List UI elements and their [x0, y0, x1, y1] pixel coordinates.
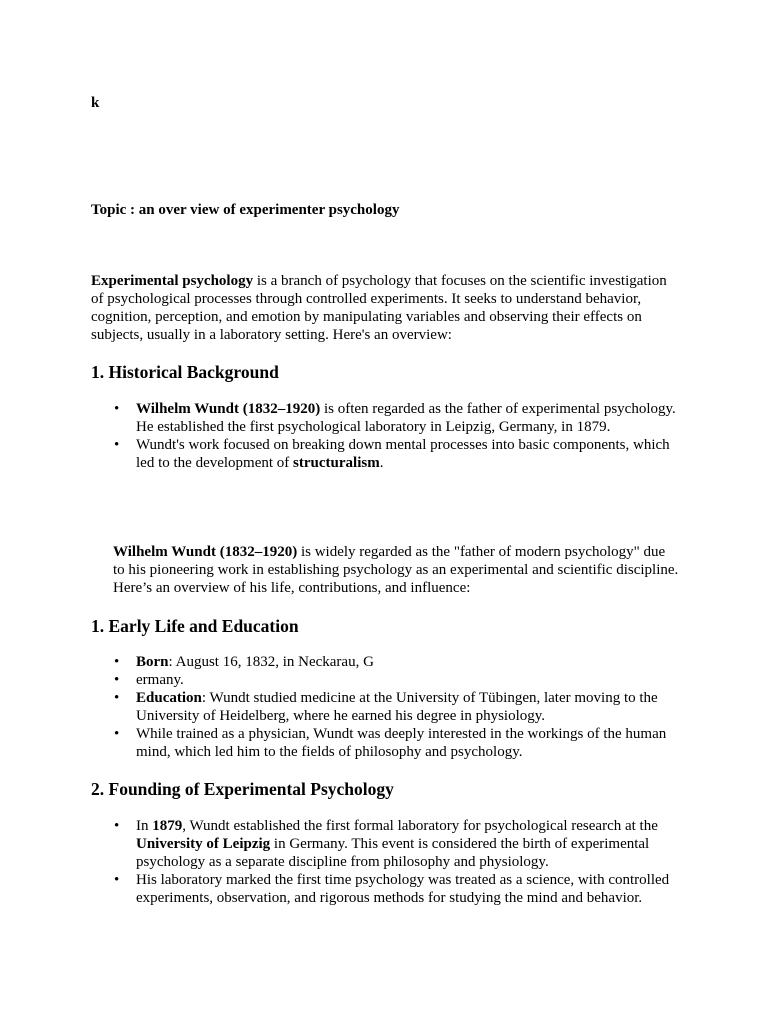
intro-paragraph — [91, 272, 681, 344]
intro-term: Experimental psychology — [91, 273, 254, 289]
list-item — [114, 671, 684, 689]
list-item — [114, 653, 684, 671]
list-item-text: While trained as a physician, Wundt was deeply interested in the workings of the human mind, which led him to the fields of philosophy and psychology. — [136, 726, 667, 760]
bullet-icon: • — [114, 872, 120, 888]
list-item-text: : August 16, 1832, in Neckarau, G — [168, 654, 374, 670]
list-item — [114, 689, 684, 725]
list-item-bold: University of Leipzig — [136, 836, 271, 852]
stray-letter: k — [91, 95, 100, 111]
list-item-bold: 1879 — [152, 818, 183, 834]
list-item-bold: Education — [136, 690, 202, 706]
bullet-icon: • — [114, 654, 120, 670]
bullet-icon: • — [114, 401, 120, 417]
bullet-icon: • — [114, 437, 120, 453]
list-item-text: : Wundt studied medicine at the University of Tübingen, later moving to the University of Heidelberg, where he earned his degree in physiology. — [136, 690, 658, 724]
bullet-icon: • — [114, 690, 120, 706]
list-item-text: ermany. — [136, 672, 184, 688]
list-item-text: in Germany. This event is considered the birth of experimental psychology as a separate discipline from philosophy and physiology. — [136, 836, 650, 870]
list-item-bold: structuralism — [293, 455, 380, 471]
wundt-text: is widely regarded as the "father of modern psychology" due to his pioneering work in establishing psychology as an experimental and scientific discipline. Here’s an overview of his life, contributions, and influence: — [113, 544, 679, 596]
list-item-bold: Wilhelm Wundt (1832–1920) — [136, 401, 321, 417]
list-item-text: His laboratory marked the first time psychology was treated as a science, with controlled experiments, observation, and rigorous methods for studying the mind and behavior. — [136, 872, 670, 906]
intro-text: is a branch of psychology that focuses on the scientific investigation of psychological processes through controlled experiments. It seeks to understand behavior, cognition, perception, and emotion by manipulating variables and observing their effects on subjects, usually in a laboratory setting. Here's an overview: — [91, 273, 667, 343]
bullet-icon: • — [114, 726, 120, 742]
list-item-text: In — [136, 818, 153, 834]
list-item — [114, 871, 684, 907]
list-item-bold: Born — [136, 654, 169, 670]
bullet-icon: • — [114, 818, 120, 834]
bullet-icon: • — [114, 672, 120, 688]
heading-founding: 2. Founding of Experimental Psychology — [91, 779, 394, 799]
historical-background-list — [114, 400, 684, 472]
wundt-paragraph — [113, 543, 679, 597]
early-life-list — [114, 653, 684, 761]
list-item — [114, 400, 684, 436]
list-item-text: . — [379, 455, 384, 471]
list-item — [114, 817, 684, 871]
heading-historical-background: 1. Historical Background — [91, 362, 279, 382]
list-item-text: Wundt's work focused on breaking down mental processes into basic components, which led to the development of — [136, 437, 670, 471]
list-item — [114, 436, 684, 472]
wundt-name: Wilhelm Wundt (1832–1920) — [113, 544, 298, 560]
list-item-text: , Wundt established the first formal laboratory for psychological research at the — [182, 818, 658, 834]
list-item — [114, 725, 684, 761]
founding-list — [114, 817, 684, 907]
list-item-text: is often regarded as the father of experimental psychology. He established the first psychological laboratory in Leipzig, Germany, in 1879. — [136, 401, 676, 435]
heading-early-life: 1. Early Life and Education — [91, 616, 299, 636]
topic-line: Topic : an over view of experimenter psychology — [91, 202, 400, 218]
